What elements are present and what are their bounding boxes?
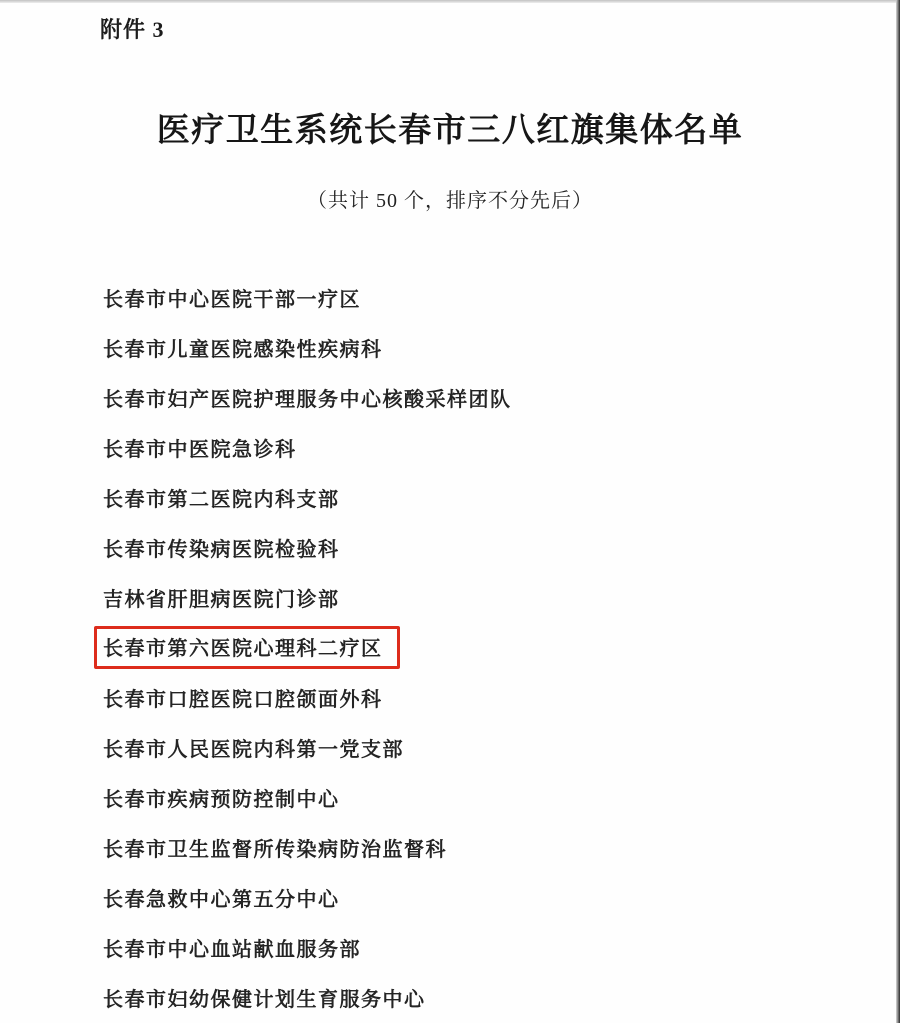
list-item-label: 长春市疾病预防控制中心 bbox=[103, 788, 340, 811]
list-item bbox=[103, 772, 860, 822]
list-item-label: 长春市儿童医院感染性疾病科 bbox=[103, 338, 383, 361]
list-item bbox=[103, 722, 860, 772]
list-item bbox=[103, 672, 860, 722]
page-subtitle: （共计 50 个，排序不分先后） bbox=[307, 190, 593, 212]
list-item bbox=[103, 822, 860, 872]
list-item bbox=[103, 572, 860, 622]
list-item bbox=[103, 972, 860, 1022]
list-item-label: 吉林省肝胆病医院门诊部 bbox=[103, 588, 340, 611]
page-title: 医疗卫生系统长春市三八红旗集体名单 bbox=[156, 113, 744, 149]
list-item-label: 长春市口腔医院口腔颌面外科 bbox=[103, 688, 383, 711]
list-item-label: 长春市人民医院内科第一党支部 bbox=[103, 738, 404, 761]
list-item-label: 长春市第六医院心理科二疗区 bbox=[103, 637, 383, 660]
list-item-label: 长春市传染病医院检验科 bbox=[103, 538, 340, 561]
list-item-label: 长春市中心血站献血服务部 bbox=[103, 938, 361, 961]
list-item-label: 长春市妇幼保健计划生育服务中心 bbox=[103, 988, 426, 1011]
list-item bbox=[103, 322, 860, 372]
list-item-label: 长春市中医院急诊科 bbox=[103, 438, 297, 461]
list-item bbox=[103, 372, 860, 422]
list-item-label: 长春市卫生监督所传染病防治监督科 bbox=[103, 838, 447, 861]
list-item-label: 长春急救中心第五分中心 bbox=[103, 888, 340, 911]
list-item bbox=[103, 922, 860, 972]
list-item-label: 长春市妇产医院护理服务中心核酸采样团队 bbox=[103, 388, 512, 411]
list-item-label: 长春市第二医院内科支部 bbox=[103, 488, 340, 511]
list-item bbox=[103, 272, 860, 322]
list-item bbox=[103, 522, 860, 572]
attachment-label: 附件 3 bbox=[100, 17, 165, 42]
scan-top-edge bbox=[0, 0, 900, 3]
scan-right-edge bbox=[896, 0, 900, 1023]
list-item-label: 长春市中心医院干部一疗区 bbox=[103, 288, 361, 311]
list-item bbox=[103, 622, 860, 672]
highlight-box bbox=[94, 626, 400, 669]
list-item bbox=[103, 472, 860, 522]
organization-list bbox=[103, 272, 860, 1022]
list-item bbox=[103, 872, 860, 922]
list-item bbox=[103, 422, 860, 472]
